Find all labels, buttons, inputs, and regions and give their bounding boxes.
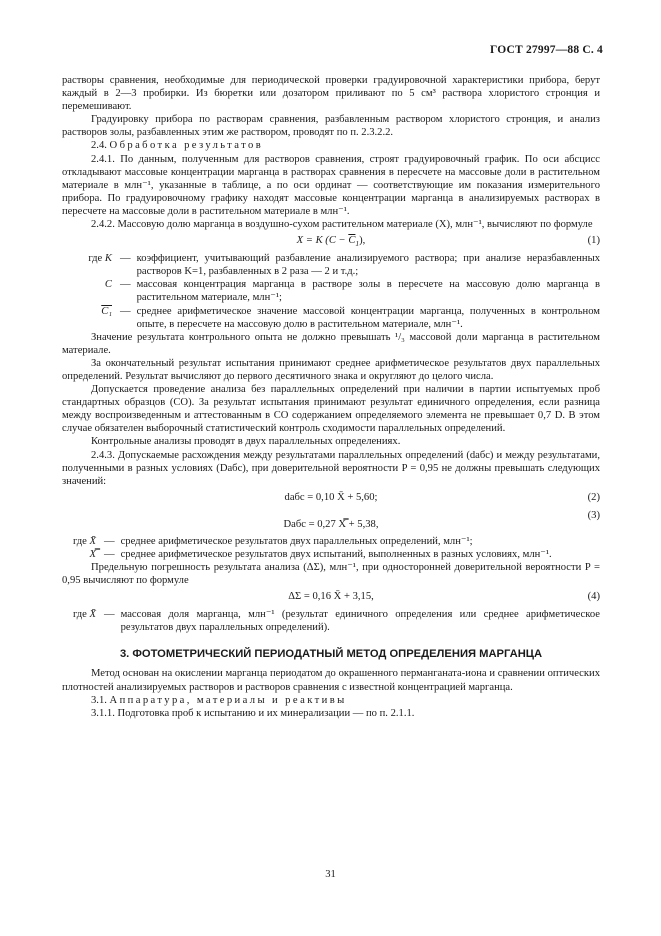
section-title: Обработка результатов: [109, 140, 264, 152]
page-header: ГОСТ 27997—88 С. 4: [490, 44, 603, 56]
section-number: 2.4.: [91, 140, 107, 152]
document-body: [62, 74, 600, 720]
definition-row: где X̄ — массовая доля марганца, млн⁻¹ (результат единичного определения или среднее арифметическое результатов двух параллельных определений).: [72, 609, 600, 634]
paragraph-allowed: Допускается проведение анализа без параллельных определений при наличии в партии испытуемых проб стандартных образцов (СО). За результат испытания принимают результат единичного определения, если разница между воспроизведенным и аттестованным в СО содержанием определяемого элемента не превышает 0,7 D. В этом случае обязателен выборочный статистический контроль сходимости параллельных определений.: [62, 384, 600, 435]
formula-2-number: (2): [587, 491, 600, 503]
section-heading-3-1: [62, 694, 600, 707]
definitions-formula-1: [62, 252, 600, 331]
formula-1: [62, 234, 600, 248]
section-heading-3: 3. ФОТОМЕТРИЧЕСКИЙ ПЕРИОДАТНЫЙ МЕТОД ОПРЕДЕЛЕНИЯ МАРГАНЦА: [119, 648, 543, 661]
section-number: 3.1.: [91, 694, 107, 706]
section-heading-2-4: [62, 139, 600, 152]
formula-3-expression: Dабс = 0,27 X̿ + 5,38,: [283, 518, 379, 530]
paragraph-continuation: растворы сравнения, необходимые для периодической проверки градуировочной характеристики прибора, берут каждый в 2—3 пробирки. Из бюретки или дозатором приливают по 5 см³ раствора хлористого стронция и перемешивают.: [62, 75, 600, 113]
formula-2: [62, 491, 600, 505]
definitions-formula-4: [62, 608, 600, 634]
section-title: Аппаратура, материалы и реактивы: [109, 694, 347, 706]
formula-1-expression: X = K $(C - \overline{C}_1)$,: [296, 235, 366, 249]
definition-row: где K — коэффициент, учитывающий разбавление анализируемого раствора; при анализе неразбавленных растворов K=1, разбавленных в 2 раза — 2 и т.д.;: [88, 253, 600, 278]
formula-4: [62, 590, 600, 604]
formula-2-expression: dабс = 0,10 X̄ + 5,60;: [284, 491, 378, 503]
paragraph-3-1-1: 3.1.1. Подготовка проб к испытанию и их минерализации — по п. 2.1.1.: [91, 707, 415, 719]
paragraph-control-analyses: Контрольные анализы проводят в двух параллельных определениях.: [91, 436, 401, 448]
paragraph-method: Метод основан на окислении марганца периодатом до окрашенного перманганата-иона и сравнении оптических плотностей анализируемых растворов и растворов сравнения с известной концентрацией марганца.: [62, 668, 600, 693]
formula-3-number: (3): [587, 509, 600, 521]
paragraph-calibration: Градуировку прибора по растворам сравнения, разбавленным раствором хлористого стронция, и анализ растворов золы, разбавленных этим же раствором, проводят по п. 2.3.2.2.: [62, 114, 600, 139]
paragraph-final-result: За окончательный результат испытания принимают среднее арифметическое результатов двух параллельных определений. Результат вычисляют до первого десятичного знака и округляют до целого числа.: [62, 357, 600, 382]
page-number: 31: [325, 869, 336, 880]
definition-row: C — массовая концентрация марганца в растворе золы в пересчете на массовую долю марганца в растительном материале, млн⁻¹;: [104, 279, 600, 304]
paragraph-2-4-1: 2.4.1. По данным, полученным для растворов сравнения, строят градуировочный график. По оси абсцисс откладывают массовые концентрации марганца в растворах сравнения в пересчете на массовые доли в растительном материале в млн⁻¹, указанные в таблице, а по оси ординат — соответствующие им показания измерительного прибора. По градуировочному графику находят массовые концентрации марганца в анализируемых растворах в пересчете на массовые доли в растительном материале в млн⁻¹.: [62, 153, 600, 217]
definition-row: где X̄ — среднее арифметическое результатов двух параллельных определений, млн⁻¹;: [72, 535, 473, 547]
definitions-formula-3: [62, 535, 600, 561]
formula-3: [62, 509, 600, 531]
definition-row: X̿ — среднее арифметическое результатов двух испытаний, выполненных в разных условиях, млн⁻¹.: [89, 548, 552, 560]
definition-row: C₁ — среднее арифметическое значение массовой концентрации марганца, полученных в контрольном опыте, в пересчете на массовую долю в растительном материале, млн⁻¹.: [101, 305, 600, 330]
paragraph-2-4-2: 2.4.2. Массовую долю марганца в воздушно-сухом растительном материале (X), млн⁻¹, вычисляют по формуле: [91, 219, 593, 231]
formula-4-number: (4): [587, 591, 600, 603]
paragraph-control-value: Значение результата контрольного опыта не должно превышать ¹/₃ массовой доли марганца в растительном материале.: [62, 331, 600, 356]
formula-4-expression: ΔΣ = 0,16 X̄ + 3,15,: [288, 591, 374, 603]
paragraph-2-4-3: 2.4.3. Допускаемые расхождения между результатами параллельных определений (dабс) и между результатами, полученными в разных условиях (Dабс), при доверительной вероятности P = 0,95 не должны превышать следующих значений:: [62, 449, 600, 487]
formula-1-number: (1): [587, 235, 600, 247]
paragraph-limit-error: Предельную погрешность результата анализа (ΔΣ), млн⁻¹, при односторонней доверительной вероятности P = 0,95 вычисляют по формуле: [62, 562, 600, 587]
